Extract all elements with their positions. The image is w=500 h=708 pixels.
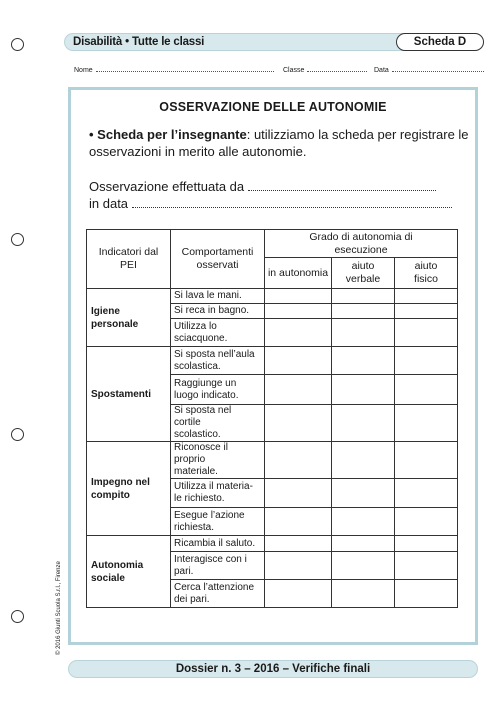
checkbox-cell[interactable]	[265, 289, 332, 304]
behavior-cell: Interagisce con i pari.	[171, 552, 265, 580]
checkbox-cell[interactable]	[332, 405, 395, 442]
observer-field[interactable]	[89, 179, 469, 194]
date-field[interactable]	[374, 66, 484, 74]
header-behaviors: Comportamenti osservati	[171, 230, 265, 289]
copyright-note: © 2016 Giunti Scuola S.r.l., Firenze	[56, 561, 62, 655]
checkbox-cell[interactable]	[265, 319, 332, 347]
class-field[interactable]	[283, 66, 367, 74]
checkbox-cell[interactable]	[332, 347, 395, 375]
header-autonomy-degree: Grado di autonomia di esecuzione	[265, 230, 458, 258]
header-bar	[64, 33, 484, 51]
checkbox-cell[interactable]	[265, 375, 332, 405]
checkbox-cell[interactable]	[265, 347, 332, 375]
behavior-cell: Esegue l’azione richiesta.	[171, 508, 265, 536]
behavior-cell: Si reca in bagno.	[171, 304, 265, 319]
behavior-cell: Si lava le mani.	[171, 289, 265, 304]
checkbox-cell[interactable]	[265, 304, 332, 319]
checkbox-cell[interactable]	[332, 304, 395, 319]
binder-hole	[11, 428, 24, 441]
behavior-cell: Riconosce il proprio materiale.	[171, 442, 265, 479]
checkbox-cell[interactable]	[265, 552, 332, 580]
behavior-cell: Raggiunge un luogo indicato.	[171, 375, 265, 405]
checkbox-cell[interactable]	[395, 580, 458, 608]
subheader-autonomy: in autonomia	[265, 258, 332, 289]
binder-hole	[11, 233, 24, 246]
worksheet-title: OSSERVAZIONE DELLE AUTONOMIE	[159, 100, 387, 114]
sheet-badge: Scheda D	[396, 33, 484, 51]
indicator-cell: Autonomia sociale	[87, 536, 171, 608]
subheader-verbal-help: aiuto verbale	[332, 258, 395, 289]
checkbox-cell[interactable]	[395, 442, 458, 479]
checkbox-cell[interactable]	[395, 536, 458, 552]
subheader-physical-help: aiuto fisico	[395, 258, 458, 289]
checkbox-cell[interactable]	[395, 319, 458, 347]
behavior-cell: Ricambia il saluto.	[171, 536, 265, 552]
observer-label: Osservazione effettuata da	[89, 179, 245, 194]
binder-hole	[11, 38, 24, 51]
behavior-cell: Utilizza il materia-le richiesto.	[171, 479, 265, 508]
checkbox-cell[interactable]	[332, 442, 395, 479]
class-label: Classe	[283, 67, 305, 74]
binder-hole	[11, 610, 24, 623]
intro-bold: • Scheda per l’insegnante	[89, 127, 247, 142]
checkbox-cell[interactable]	[265, 479, 332, 508]
checkbox-cell[interactable]	[332, 319, 395, 347]
checkbox-cell[interactable]	[395, 347, 458, 375]
checkbox-cell[interactable]	[395, 405, 458, 442]
indicator-cell: Impegno nel compito	[87, 442, 171, 536]
behavior-cell: Si sposta nell’aula scolastica.	[171, 347, 265, 375]
autonomy-table	[86, 229, 458, 608]
observation-date-label: in data	[89, 196, 129, 211]
checkbox-cell[interactable]	[395, 552, 458, 580]
behavior-cell: Cerca l’attenzione dei pari.	[171, 580, 265, 608]
checkbox-cell[interactable]	[395, 479, 458, 508]
checkbox-cell[interactable]	[332, 479, 395, 508]
indicator-cell: Igiene personale	[87, 289, 171, 347]
checkbox-cell[interactable]	[332, 552, 395, 580]
date-label: Data	[374, 67, 389, 74]
checkbox-cell[interactable]	[332, 289, 395, 304]
checkbox-cell[interactable]	[395, 289, 458, 304]
checkbox-cell[interactable]	[265, 508, 332, 536]
name-label: Nome	[74, 67, 93, 74]
indicator-cell: Spostamenti	[87, 347, 171, 442]
intro-text	[89, 126, 469, 160]
header-title: Disabilità • Tutte le classi	[73, 36, 205, 48]
checkbox-cell[interactable]	[395, 375, 458, 405]
checkbox-cell[interactable]	[265, 536, 332, 552]
behavior-cell: Utilizza lo sciacquone.	[171, 319, 265, 347]
observation-date-field[interactable]	[89, 196, 469, 211]
checkbox-cell[interactable]	[332, 508, 395, 536]
checkbox-cell[interactable]	[332, 375, 395, 405]
checkbox-cell[interactable]	[265, 442, 332, 479]
name-field[interactable]	[74, 66, 274, 74]
checkbox-cell[interactable]	[332, 536, 395, 552]
footer-bar: Dossier n. 3 – 2016 – Verifiche finali	[68, 660, 478, 678]
intro-rest: : utilizziamo la scheda per registrare le osservazioni in merito alle autonomie.	[89, 127, 469, 159]
worksheet-frame	[68, 87, 478, 645]
header-indicators: Indicatori dal PEI	[87, 230, 171, 289]
checkbox-cell[interactable]	[265, 405, 332, 442]
checkbox-cell[interactable]	[395, 304, 458, 319]
checkbox-cell[interactable]	[395, 508, 458, 536]
checkbox-cell[interactable]	[332, 580, 395, 608]
behavior-cell: Si sposta nel cortile scolastico.	[171, 405, 265, 442]
checkbox-cell[interactable]	[265, 580, 332, 608]
